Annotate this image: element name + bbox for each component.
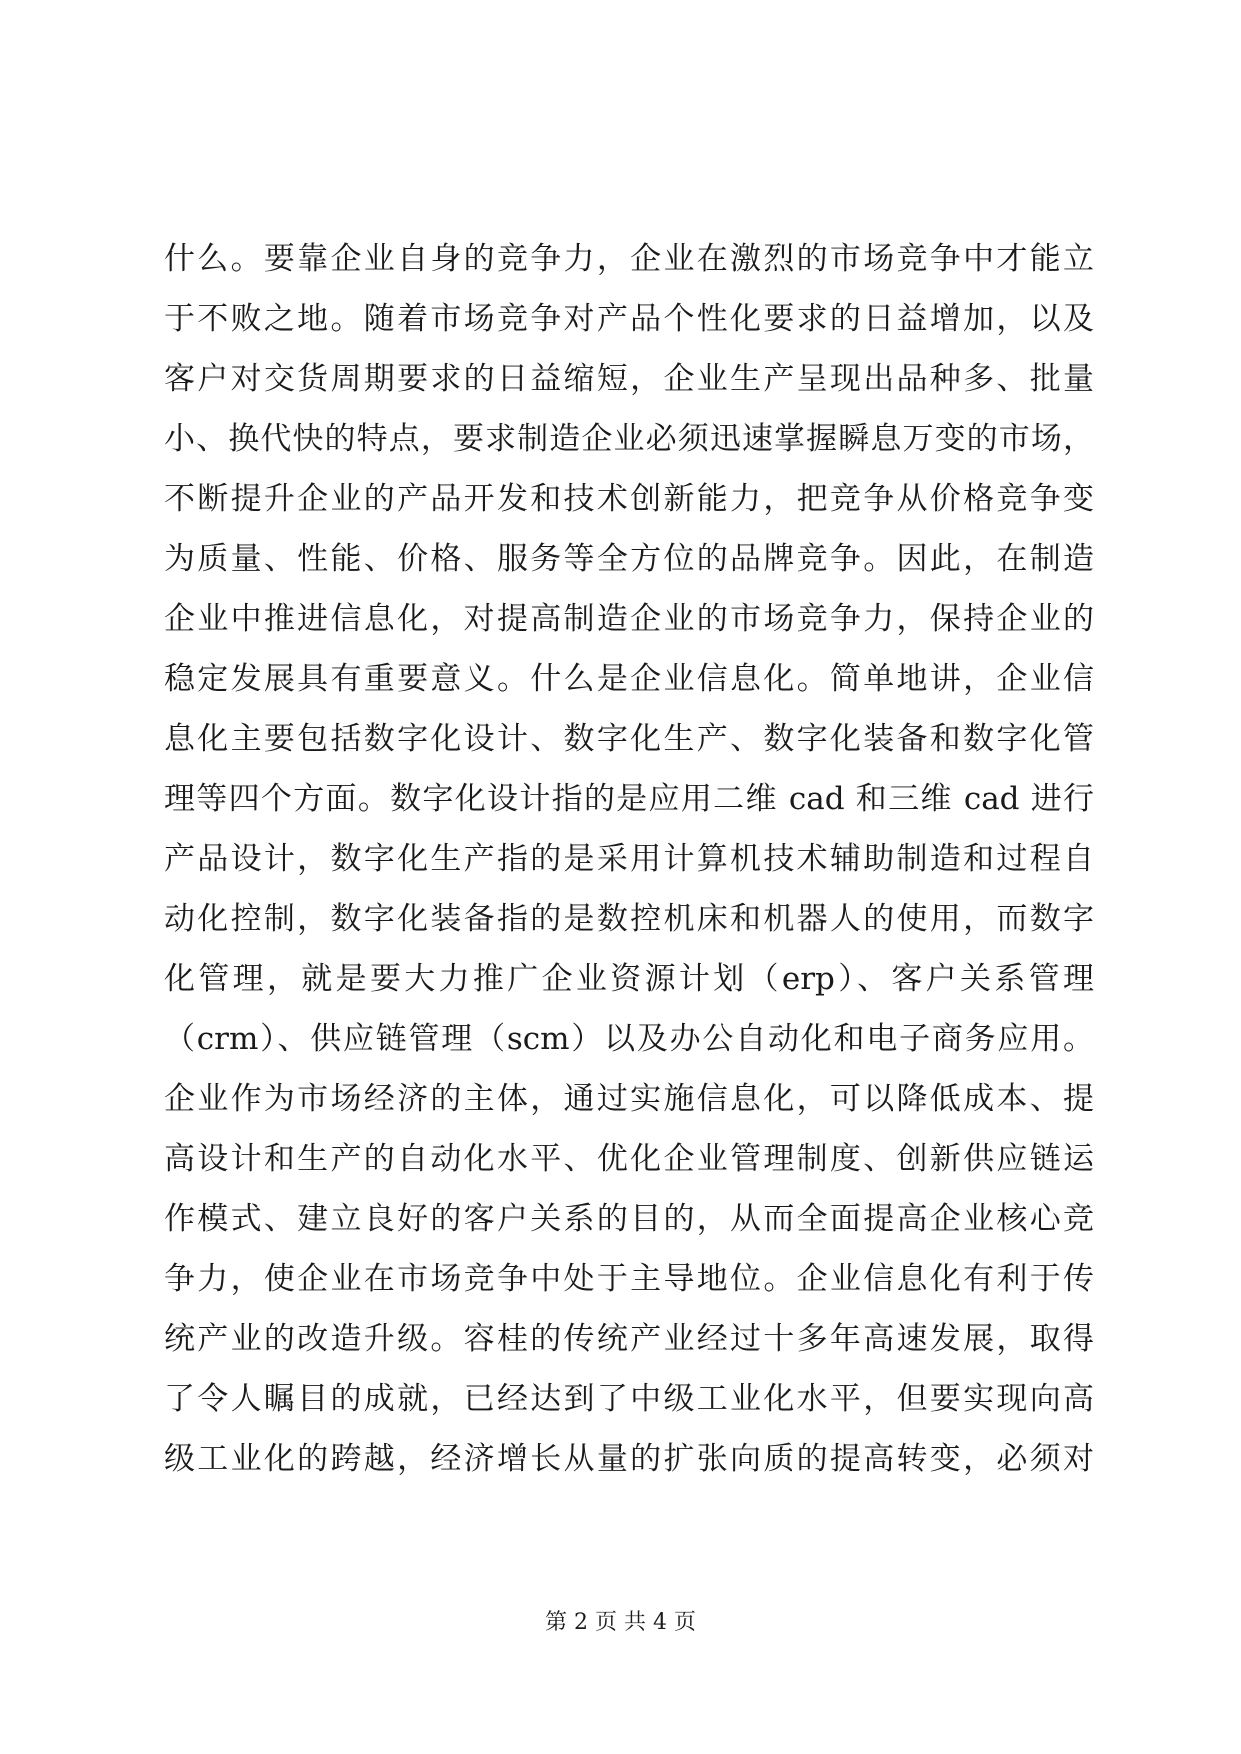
text-line: 稳定发展具有重要意义。什么是企业信息化。简单地讲，企业信: [164, 661, 1094, 697]
text-line: 化管理，就是要大力推广企业资源计划（erp）、客户关系管理: [164, 961, 1094, 997]
text-line: 客户对交货周期要求的日益缩短，企业生产呈现出品种多、批量: [164, 361, 1094, 397]
text-line: 什么。要靠企业自身的竞争力，企业在激烈的市场竞争中才能立: [164, 241, 1094, 277]
text-line: 动化控制，数字化装备指的是数控机床和机器人的使用，而数字: [164, 901, 1094, 937]
text-line: 统产业的改造升级。容桂的传统产业经过十多年高速发展，取得: [164, 1321, 1094, 1357]
text-line: 不断提升企业的产品开发和技术创新能力，把竞争从价格竞争变: [164, 481, 1094, 517]
body-paragraph: [164, 229, 1094, 1489]
text-line: （crm）、供应链管理（scm）以及办公自动化和电子商务应用。: [164, 1021, 1094, 1057]
text-line: 小、换代快的特点，要求制造企业必须迅速掌握瞬息万变的市场，: [164, 421, 1094, 457]
text-line: 高设计和生产的自动化水平、优化企业管理制度、创新供应链运: [164, 1141, 1094, 1177]
text-line: 为质量、性能、价格、服务等全方位的品牌竞争。因此，在制造: [164, 541, 1094, 577]
text-line: 了令人瞩目的成就，已经达到了中级工业化水平，但要实现向高: [164, 1381, 1094, 1417]
text-line: 级工业化的跨越，经济增长从量的扩张向质的提高转变，必须对: [164, 1441, 1094, 1477]
text-line: 理等四个方面。数字化设计指的是应用二维 cad 和三维 cad 进行: [164, 781, 1094, 817]
text-line: 争力，使企业在市场竞争中处于主导地位。企业信息化有利于传: [164, 1261, 1094, 1297]
text-line: 产品设计，数字化生产指的是采用计算机技术辅助制造和过程自: [164, 841, 1094, 877]
page-footer: 第 2 页 共 4 页: [545, 1610, 696, 1635]
text-line: 息化主要包括数字化设计、数字化生产、数字化装备和数字化管: [164, 721, 1094, 757]
text-line: 企业中推进信息化，对提高制造企业的市场竞争力，保持企业的: [164, 601, 1094, 637]
text-line: 作模式、建立良好的客户关系的目的，从而全面提高企业核心竞: [164, 1201, 1094, 1237]
text-line: 企业作为市场经济的主体，通过实施信息化，可以降低成本、提: [164, 1081, 1094, 1117]
text-line: 于不败之地。随着市场竞争对产品个性化要求的日益增加，以及: [164, 301, 1094, 337]
